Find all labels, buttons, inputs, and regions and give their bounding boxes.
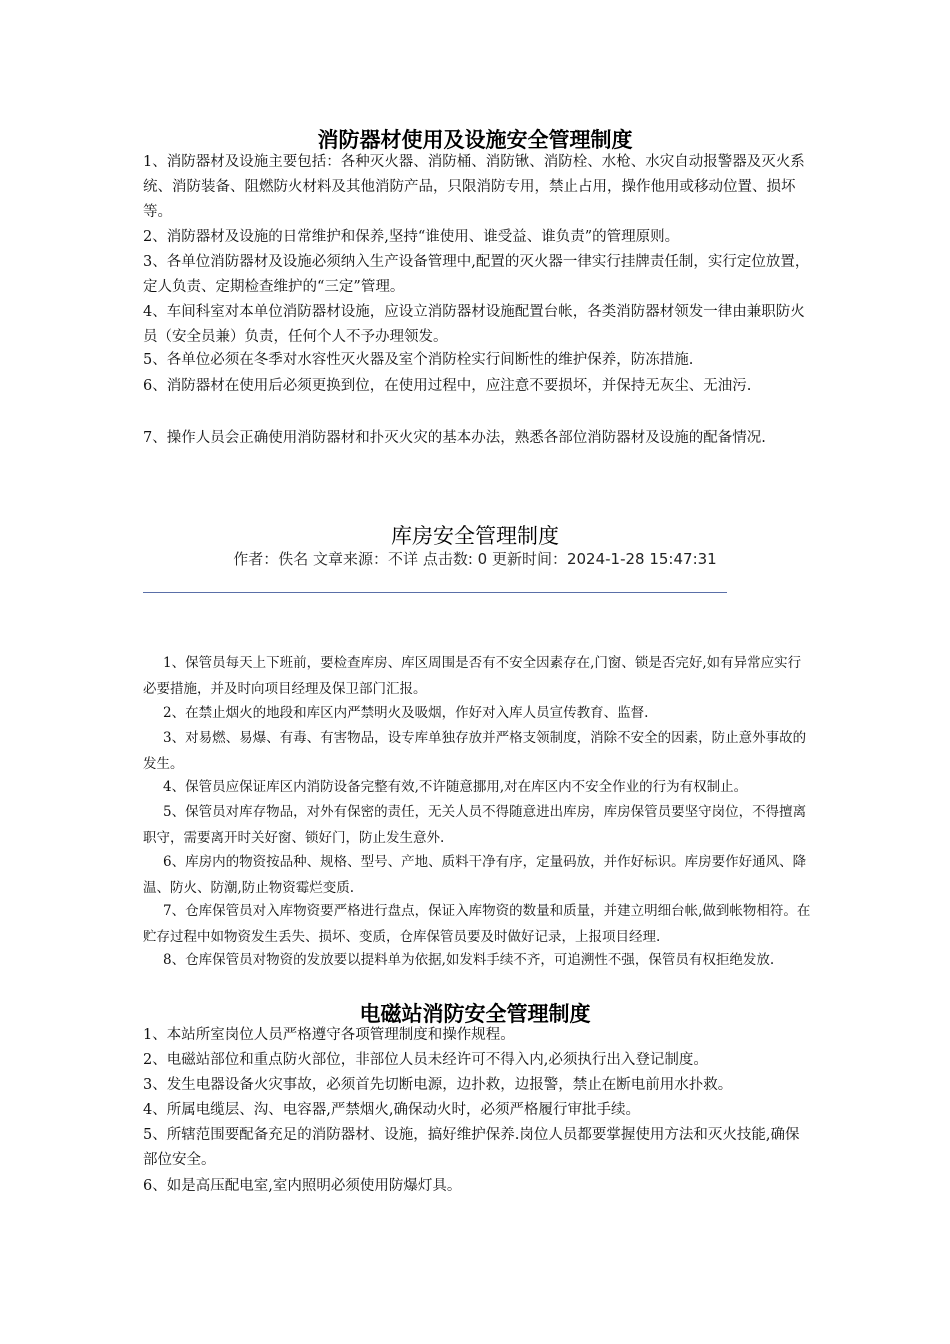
section2-item-8: 8、仓库保管员对物资的发放要以提料单为依据,如发料手续不齐，可追溯性不强，保管员有权拒绝发放.: [163, 952, 775, 968]
section2-item-7: 7、仓库保管员对入库物资要严格进行盘点，保证入库物资的数量和质量，并建立明细台帐,做到帐物相符。在贮存过程中如物资发生丢失、损坏、变质，仓库保管员要及时做好记录，上报项目经理.: [143, 903, 811, 945]
section1-title: 消防器材使用及设施安全管理制度: [317, 127, 633, 152]
section3-item-4: 4、所属电缆层、沟、电容器,严禁烟火,确保动火时，必须严格履行审批手续。: [143, 1102, 640, 1118]
section1-item-5: 5、各单位必须在冬季对水容性灭火器及室个消防栓实行间断性的维护保养，防冻措施.: [143, 352, 694, 368]
section2-title: 库房安全管理制度: [391, 524, 559, 548]
section1-item-3: 3、各单位消防器材及设施必须纳入生产设备管理中,配置的灭火器一律实行挂牌责任制，实行定位放置，定人负责、定期检查维护的“三定”管理。: [143, 254, 810, 295]
section3-item-6: 6、如是高压配电室,室内照明必须使用防爆灯具。: [143, 1178, 462, 1194]
section2-item-2: 2、在禁止烟火的地段和库区内严禁明火及吸烟，作好对入库人员宣传教育、监督.: [163, 705, 649, 721]
section3-item-5: 5、所辖范围要配备充足的消防器材、设施，搞好维护保养.岗位人员都要掌握使用方法和灭火技能,确保部位安全。: [143, 1127, 800, 1168]
section1-item-4: 4、车间科室对本单位消防器材设施，应设立消防器材设施配置台帐，各类消防器材领发一律由兼职防火员（安全员兼）负责，任何个人不予办理领发。: [143, 304, 805, 345]
section1-item-2: 2、消防器材及设施的日常维护和保养,坚持“谁使用、谁受益、谁负责”的管理原则。: [143, 229, 680, 245]
section2-item-6: 6、库房内的物资按品种、规格、型号、产地、质料干净有序，定量码放，并作好标识。库房要作好通风、降温、防火、防潮,防止物资霉烂变质.: [143, 854, 807, 896]
section2-item-3: 3、对易燃、易爆、有毒、有害物品，设专库单独存放并严格支领制度，消除不安全的因素，防止意外事故的发生。: [143, 730, 807, 772]
section1-item-7: 7、操作人员会正确使用消防器材和扑灭火灾的基本办法，熟悉各部位消防器材及设施的配备情况.: [143, 430, 766, 446]
section2-item-5: 5、保管员对库存物品，对外有保密的责任，无关人员不得随意进出库房，库房保管员要坚守岗位，不得擅离职守，需要离开时关好窗、锁好门，防止发生意外.: [143, 804, 807, 846]
divider-line: [143, 592, 727, 593]
section3-item-1: 1、本站所室岗位人员严格遵守各项管理制度和操作规程。: [143, 1027, 515, 1043]
section3-item-3: 3、发生电器设备火灾事故，必须首先切断电源，边扑救，边报警，禁止在断电前用水扑救。: [143, 1077, 733, 1093]
section1-item-1: 1、消防器材及设施主要包括：各种灭火器、消防桶、消防锹、消防栓、水枪、水灾自动报警器及灭火系统、消防装备、阻燃防火材料及其他消防产品，只限消防专用，禁止占用，操作他用或移动位置、损坏等。: [143, 154, 805, 220]
section3-title: 电磁站消防安全管理制度: [359, 1001, 591, 1026]
section2-meta: 作者：佚名 文章来源：不详 点击数: 0 更新时间：2024-1-28 15:47:31: [233, 550, 717, 568]
section1-item-6: 6、消防器材在使用后必须更换到位，在使用过程中，应注意不要损坏，并保持无灰尘、无油污.: [143, 378, 752, 394]
section2-item-4: 4、保管员应保证库区内消防设备完整有效,不许随意挪用,对在库区内不安全作业的行为有权制止。: [163, 779, 748, 795]
section2-item-1: 1、保管员每天上下班前，要检查库房、库区周围是否有不安全因素存在,门窗、锁是否完好,如有异常应实行必要措施，并及时向项目经理及保卫部门汇报。: [143, 655, 802, 697]
section3-item-2: 2、电磁站部位和重点防火部位，非部位人员未经许可不得入内,必须执行出入登记制度。: [143, 1052, 708, 1068]
